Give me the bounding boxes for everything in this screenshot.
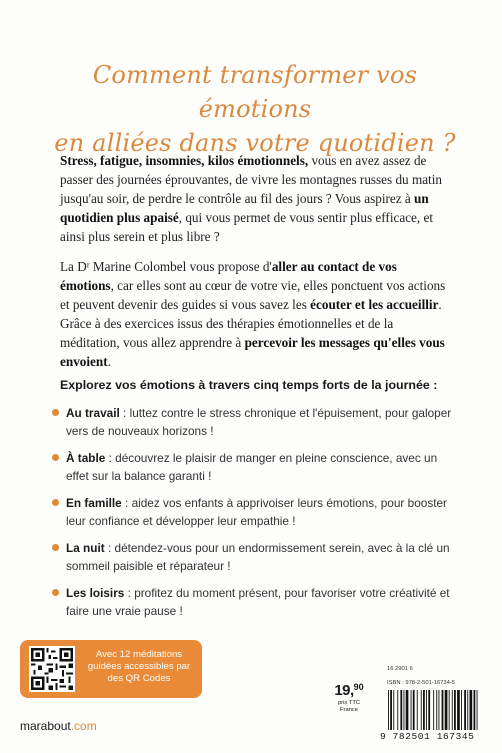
headline-line-2: en alliées dans votre quotidien ? xyxy=(54,129,456,157)
qr-code-icon[interactable] xyxy=(29,646,75,692)
explore-title: Explorez vos émotions à travers cinq temps forts de la journée : xyxy=(60,378,438,392)
paragraph-1 xyxy=(60,151,452,246)
bullet-text: : détendez-vous pour un endormissement serein, avec à la clé un sommeil paisible et réparateur ! xyxy=(66,541,450,573)
bullet-label: Au travail xyxy=(66,406,120,420)
price-note-2: France xyxy=(339,707,359,713)
p2-bold-3: percevoir les messages qu'elles vous envoient xyxy=(60,335,445,369)
p1-bold-2: un quotidien plus apaisé xyxy=(60,191,429,225)
bullet-label: À table xyxy=(66,451,106,465)
headline-line-1: Comment transformer vos émotions xyxy=(92,61,418,123)
bullet-item xyxy=(52,404,462,440)
bullet-dot-icon xyxy=(52,409,59,416)
bullet-text: : aidez vos enfants à apprivoiser leurs émotions, pour booster leur confiance et développer leur empathie ! xyxy=(66,496,447,528)
price-tag xyxy=(332,682,366,714)
internal-code: 16 2901 6 xyxy=(387,666,413,672)
p1-text-1: vous en avez assez de passer des journées éprouvantes, de vivre les montagnes russes du matin jusqu'au soir, de perdre le contrôle au fil des jours ? Vous aspirez à xyxy=(60,153,442,206)
p2-text-4: . xyxy=(107,354,111,369)
bullet-dot-icon xyxy=(52,499,59,506)
bullet-label: Les loisirs xyxy=(66,586,125,600)
qr-banner-text: Avec 12 méditations guidées accessibles par des QR Codes xyxy=(87,649,191,684)
bullet-item xyxy=(52,539,462,575)
paragraph-2 xyxy=(60,257,452,371)
bullet-dot-icon xyxy=(52,544,59,551)
barcode-digits: 9 782501 167345 xyxy=(380,731,475,742)
publisher-domain: .com xyxy=(70,719,97,733)
bullet-label: En famille xyxy=(66,496,122,510)
bullet-text: : luttez contre le stress chronique et l'épuisement, pour galoper vers de nouveaux horizons ! xyxy=(66,406,452,438)
p1-text-2: , qui vous permet de vous sentir plus efficace, et ainsi plus serein et plus libre ? xyxy=(60,210,434,244)
p2-text-2: , car elles sont au cœur de votre vie, elles ponctuent vos actions et peuvent devenir des guides si vous savez les xyxy=(60,278,446,312)
bullet-item xyxy=(52,494,462,530)
publisher-name: marabout xyxy=(20,719,71,733)
p2-bold-1: aller au contact de vos émotions xyxy=(60,259,397,293)
p1-bold-1: Stress, fatigue, insomnies, kilos émotionnels, xyxy=(60,153,309,168)
qr-code-banner xyxy=(20,640,202,698)
price-amount: 19, xyxy=(334,682,354,699)
bullet-dot-icon xyxy=(52,589,59,596)
headline xyxy=(40,58,470,160)
price-cents: 90 xyxy=(353,682,364,692)
p2-bold-2: écouter et les accueillir xyxy=(310,297,439,312)
bullet-label: La nuit xyxy=(66,541,105,555)
bullet-text: : profitez du moment présent, pour favoriser votre créativité et faire une vraie pause ! xyxy=(66,586,450,618)
isbn-text: ISBN : 978-2-501-16734-5 xyxy=(387,680,455,686)
bullet-text: : découvrez le plaisir de manger en pleine conscience, avec un effet sur la balance garanti ! xyxy=(66,451,438,483)
bullet-item xyxy=(52,449,462,485)
barcode-icon xyxy=(387,690,495,730)
bullet-list xyxy=(52,404,462,629)
price-note-1: prix TTC xyxy=(337,700,361,706)
publisher-logo xyxy=(20,719,97,733)
p2-text-1: La Dʳ Marine Colombel vous propose d' xyxy=(60,259,272,274)
bullet-dot-icon xyxy=(52,454,59,461)
bullet-item xyxy=(52,584,462,620)
p2-text-3: . Grâce à des exercices issus des thérapies émotionnelles et de la méditation, vous allez apprendre à xyxy=(60,297,442,350)
